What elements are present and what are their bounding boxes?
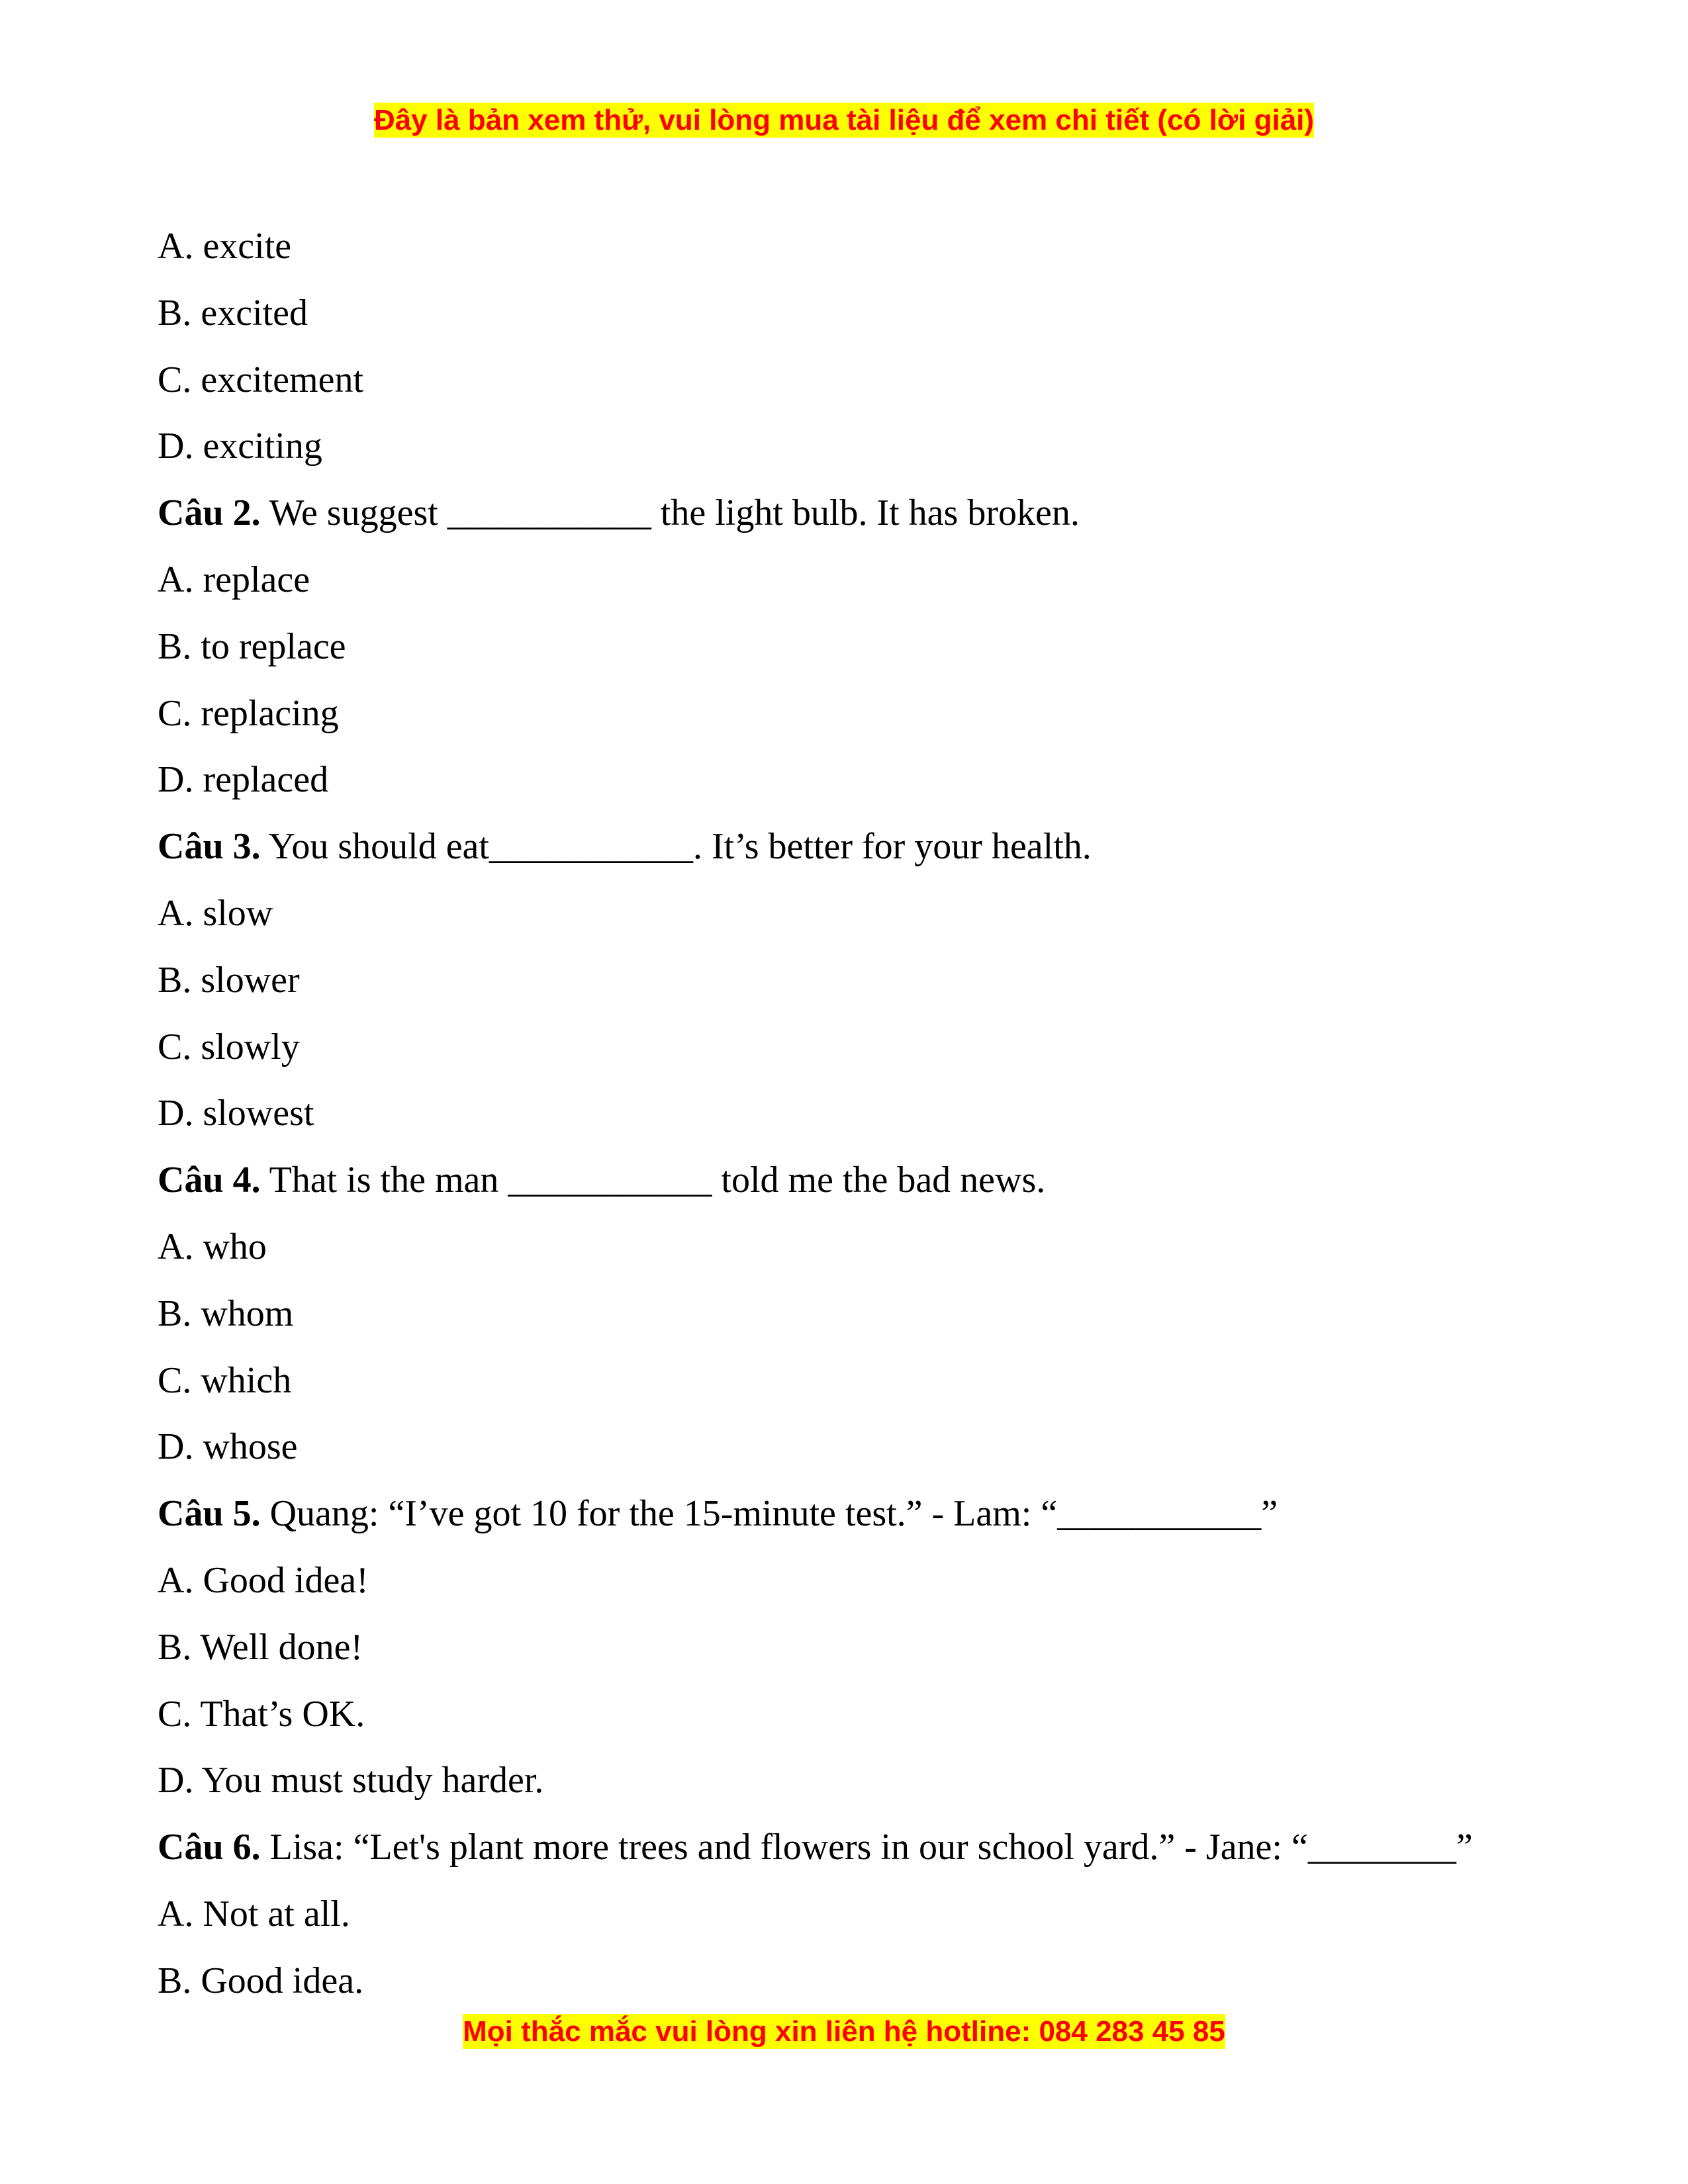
question-number: Câu 4.	[158, 1160, 261, 1201]
question-line	[158, 1814, 1561, 1881]
answer-option: A. slow	[158, 892, 273, 934]
question-number: Câu 3.	[158, 826, 261, 868]
answer-option: C. which	[158, 1359, 292, 1401]
question-text: Lisa: “Let's plant more trees and flowers in our school yard.” - Jane: “________”	[260, 1827, 1473, 1868]
answer-option: C. excitement	[158, 359, 364, 400]
hotline-banner	[0, 2012, 1688, 2052]
answer-option: C. That’s OK.	[158, 1693, 365, 1735]
question-text: That is the man ___________ told me the bad news.	[260, 1160, 1046, 1201]
answer-option: D. slowest	[158, 1093, 314, 1134]
question-number: Câu 6.	[158, 1827, 261, 1868]
answer-option: D. You must study harder.	[158, 1760, 544, 1801]
answer-option: A. replace	[158, 559, 310, 600]
answer-option: B. slower	[158, 959, 300, 1001]
answer-option: B. whom	[158, 1293, 294, 1334]
preview-notice-text: Đây là bản xem thử, vui lòng mua tài liệu để xem chi tiết (có lời giải)	[373, 104, 1315, 136]
document-body	[158, 213, 1561, 2015]
question-number: Câu 2.	[158, 492, 261, 534]
answer-option: B. excited	[158, 292, 308, 334]
answer-option: D. replaced	[158, 759, 329, 801]
answer-option: A. Not at all.	[158, 1893, 350, 1934]
answer-option: A. Good idea!	[158, 1559, 369, 1601]
question-line	[158, 480, 1561, 547]
question-text: Quang: “I’ve got 10 for the 15-minute test.” - Lam: “___________”	[260, 1493, 1278, 1535]
question-text: We suggest ___________ the light bulb. It has broken.	[260, 492, 1080, 534]
answer-option: A. excite	[158, 226, 292, 267]
answer-option: B. to replace	[158, 625, 346, 667]
question-line	[158, 813, 1561, 880]
answer-option: B. Well done!	[158, 1626, 363, 1668]
answer-option: D. exciting	[158, 426, 322, 467]
question-number: Câu 5.	[158, 1493, 261, 1535]
preview-notice-banner	[0, 101, 1688, 140]
answer-option: D. whose	[158, 1426, 298, 1468]
answer-option: C. replacing	[158, 692, 339, 734]
hotline-text: Mọi thắc mắc vui lòng xin liên hệ hotline: 084 283 45 85	[463, 2015, 1225, 2048]
question-line	[158, 1480, 1561, 1547]
answer-option: A. who	[158, 1226, 267, 1267]
question-text: You should eat___________. It’s better for your health.	[260, 826, 1092, 868]
question-line	[158, 1147, 1561, 1214]
answer-option: C. slowly	[158, 1026, 300, 1068]
answer-option: B. Good idea.	[158, 1960, 364, 2001]
